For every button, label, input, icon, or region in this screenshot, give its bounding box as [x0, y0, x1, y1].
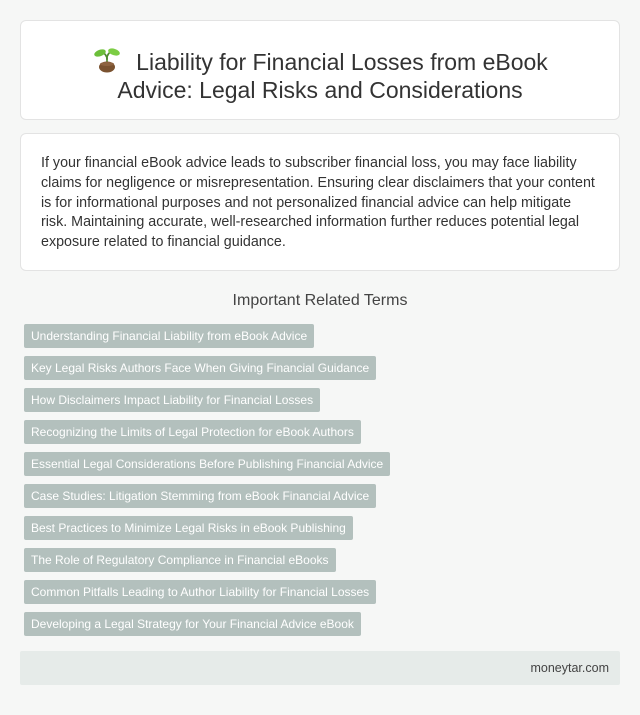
related-term-tag[interactable]: Case Studies: Litigation Stemming from eBook Financial Advice [24, 484, 376, 508]
related-term-tag[interactable]: Common Pitfalls Leading to Author Liability for Financial Losses [24, 580, 376, 604]
summary-text: If your financial eBook advice leads to subscriber financial loss, you may face liability claims for negligence or misrepresentation. Ensuring clear disclaimers that your content is for informational purposes and not personalized financial advice can help mitigate risk. Maintaining accurate, well-researched information further reduces potential legal exposure related to financial guidance. [41, 155, 595, 251]
related-term-tag[interactable]: Developing a Legal Strategy for Your Financial Advice eBook [24, 612, 361, 636]
related-term-tag[interactable]: Understanding Financial Liability from eBook Advice [24, 324, 314, 348]
related-terms-list [24, 324, 424, 644]
related-term-tag[interactable]: Best Practices to Minimize Legal Risks in eBook Publishing [24, 516, 353, 540]
related-terms-heading: Important Related Terms [232, 292, 408, 309]
footer [20, 651, 620, 685]
related-term-tag[interactable]: The Role of Regulatory Compliance in Financial eBooks [24, 548, 336, 572]
related-term-tag[interactable]: Essential Legal Considerations Before Publishing Financial Advice [24, 452, 390, 476]
related-term-tag[interactable]: Key Legal Risks Authors Face When Giving Financial Guidance [24, 356, 376, 380]
title-line-2: Advice: Legal Risks and Considerations [117, 77, 523, 103]
sprout-icon [92, 47, 122, 73]
title-card [20, 20, 620, 120]
footer-site-name[interactable]: moneytar.com [530, 661, 609, 675]
related-term-tag[interactable]: How Disclaimers Impact Liability for Financial Losses [24, 388, 320, 412]
related-term-tag[interactable]: Recognizing the Limits of Legal Protection for eBook Authors [24, 420, 361, 444]
page-title [21, 47, 619, 104]
summary-card [20, 133, 620, 271]
title-line-1: Liability for Financial Losses from eBook [136, 49, 548, 75]
